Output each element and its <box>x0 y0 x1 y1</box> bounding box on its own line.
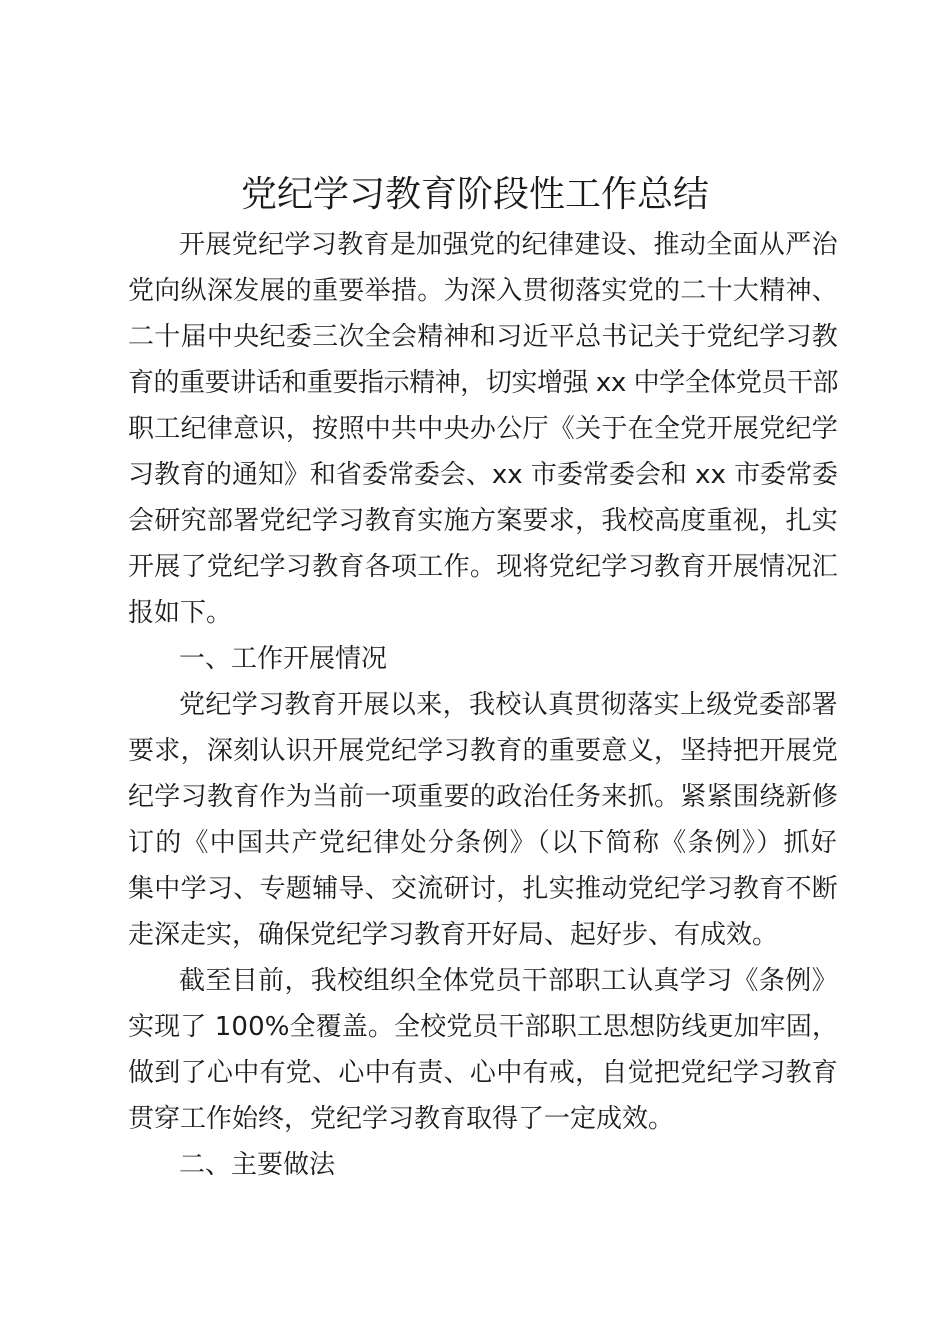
text-line: 开展了党纪学习教育各项工作。现将党纪学习教育开展情况汇 <box>128 552 839 582</box>
text-line: 二、主要做法 <box>179 1150 336 1180</box>
text-line: 党向纵深发展的重要举措。为深入贯彻落实党的二十大精神、 <box>128 276 839 306</box>
text-line: 做到了心中有党、心中有责、心中有戒，自觉把党纪学习教育 <box>128 1058 839 1088</box>
text-line: 实现了 100%全覆盖。全校党员干部职工思想防线更加牢固， <box>128 1012 839 1042</box>
text-line: 会研究部署党纪学习教育实施方案要求，我校高度重视，扎实 <box>128 506 839 536</box>
text-line: 职工纪律意识，按照中共中央办公厅《关于在全党开展党纪学 <box>128 414 839 444</box>
text-line: 走深走实，确保党纪学习教育开好局、起好步、有成效。 <box>128 920 779 950</box>
text-line: 习教育的通知》和省委常委会、xx 市委常委会和 xx 市委常委 <box>128 460 839 490</box>
text-line: 集中学习、专题辅导、交流研讨，扎实推动党纪学习教育不断 <box>128 874 839 904</box>
text-line: 党纪学习教育开展以来，我校认真贯彻落实上级党委部署 <box>179 690 839 720</box>
text-line: 一、工作开展情况 <box>179 644 388 674</box>
text-line: 截至目前，我校组织全体党员干部职工认真学习《条例》 <box>179 966 839 996</box>
text-line: 育的重要讲话和重要指示精神，切实增强 xx 中学全体党员干部 <box>128 368 839 398</box>
text-line: 开展党纪学习教育是加强党的纪律建设、推动全面从严治 <box>179 230 839 260</box>
text-line: 贯穿工作始终，党纪学习教育取得了一定成效。 <box>128 1104 675 1134</box>
document-body <box>128 222 838 1188</box>
document-title: 党纪学习教育阶段性工作总结 <box>240 174 709 215</box>
text-line: 二十届中央纪委三次全会精神和习近平总书记关于党纪学习教 <box>128 322 839 352</box>
text-line: 要求，深刻认识开展党纪学习教育的重要意义，坚持把开展党 <box>128 736 839 766</box>
text-line: 订的《中国共产党纪律处分条例》（以下简称《条例》）抓好 <box>128 828 839 858</box>
text-line: 纪学习教育作为当前一项重要的政治任务来抓。紧紧围绕新修 <box>128 782 839 812</box>
text-line: 报如下。 <box>128 598 233 628</box>
